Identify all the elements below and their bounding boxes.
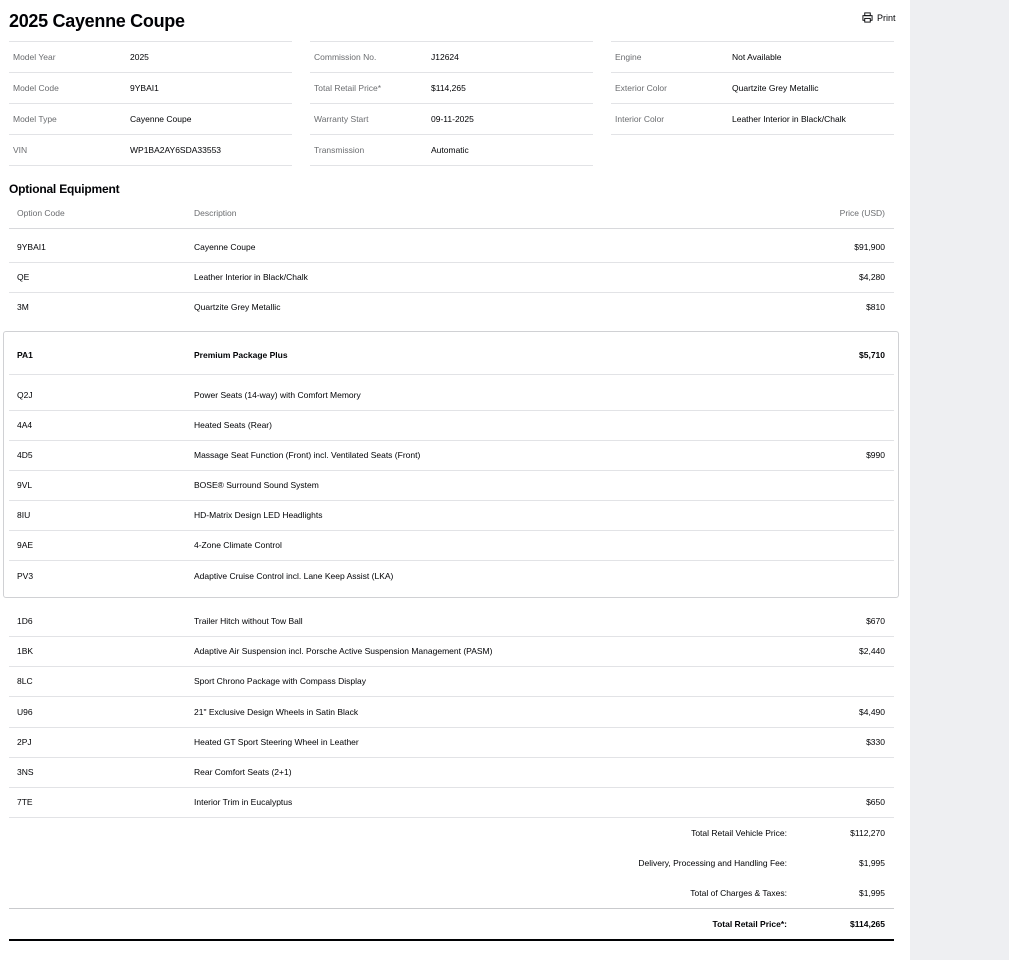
table-row [9,636,894,667]
option-description: Trailer Hitch without Tow Ball [194,616,303,626]
option-price: $91,900 [854,242,885,252]
option-code: 4A4 [17,420,33,430]
info-label: Exterior Color [615,83,667,93]
table-row [9,606,894,637]
info-value: 09-11-2025 [431,114,474,124]
option-code: 8LC [17,676,33,686]
print-label: Print [877,12,896,23]
info-label: Model Year [13,52,56,62]
info-row-commission-no [310,41,593,72]
package-item-row [9,410,894,441]
option-price: $810 [866,302,885,312]
info-value: 2025 [130,52,149,62]
info-label: Transmission [314,145,365,155]
vehicle-info-column-1 [9,41,292,166]
table-row [9,757,894,788]
package-item-row [9,561,894,591]
delivery-fee-row [9,848,894,878]
package-item-row [9,470,894,501]
optional-equipment-heading: Optional Equipment [9,182,120,196]
info-row-model-code [9,72,292,103]
total-value: $114,265 [850,919,885,929]
info-value: WP1BA2AY6SDA33553 [130,145,222,155]
table-row [9,727,894,758]
info-row-model-type [9,103,292,134]
total-label: Total of Charges & Taxes: [690,888,787,898]
option-code: Q2J [17,390,33,400]
option-price: $4,280 [859,272,885,282]
info-value: 9YBAI1 [130,83,159,93]
option-price: $670 [866,616,885,626]
table-row [9,292,894,322]
option-price: $330 [866,737,885,747]
header-price: Price (USD) [839,208,885,218]
option-code: 1BK [17,646,34,656]
option-description: 4-Zone Climate Control [194,540,282,550]
option-code: PV3 [17,571,34,581]
option-description: Massage Seat Function (Front) incl. Ventilated Seats (Front) [194,450,421,460]
info-value: $114,265 [431,83,466,93]
info-row-model-year [9,41,292,72]
grand-total-row [9,909,894,939]
option-description: Quartzite Grey Metallic [194,302,281,312]
header-description: Description [194,208,237,218]
info-value: Not Available [732,52,782,62]
table-row [9,232,894,263]
option-price: $650 [866,797,885,807]
info-row-exterior-color [611,72,894,103]
option-description: 21" Exclusive Design Wheels in Satin Black [194,707,359,717]
info-label: Engine [615,52,642,62]
package-price: $5,710 [859,350,885,360]
info-label: Interior Color [615,114,665,124]
total-label: Delivery, Processing and Handling Fee: [638,858,787,868]
table-row [9,697,894,728]
option-description: Heated Seats (Rear) [194,420,272,430]
option-price: $2,440 [859,646,885,656]
option-description: Cayenne Coupe [194,242,256,252]
info-row-interior-color [611,103,894,135]
info-label: Commission No. [314,52,377,62]
info-value: Leather Interior in Black/Chalk [732,114,846,124]
option-code: 4D5 [17,450,33,460]
option-description: Adaptive Air Suspension incl. Porsche Active Suspension Management (PASM) [194,646,493,656]
option-description: Power Seats (14-way) with Comfort Memory [194,390,361,400]
package-item-row [9,440,894,471]
total-value: $1,995 [859,888,885,898]
option-description: Sport Chrono Package with Compass Display [194,676,366,686]
info-label: Total Retail Price* [314,83,382,93]
option-code: U96 [17,707,33,717]
info-label: Model Code [13,83,59,93]
vehicle-info-column-2 [310,41,593,166]
option-description: Adaptive Cruise Control incl. Lane Keep Assist (LKA) [194,571,394,581]
table-row [9,666,894,697]
equipment-table-header [9,198,894,229]
option-code: 2PJ [17,737,32,747]
total-vehicle-price-row [9,818,894,848]
option-code: 8IU [17,510,31,520]
info-value: Quartzite Grey Metallic [732,83,819,93]
divider [9,939,894,941]
option-code: QE [17,272,30,282]
package-code: PA1 [17,350,33,360]
option-code: 9AE [17,540,34,550]
total-value: $1,995 [859,858,885,868]
option-description: Leather Interior in Black/Chalk [194,272,308,282]
info-row-transmission [310,134,593,166]
option-description: Heated GT Sport Steering Wheel in Leather [194,737,359,747]
option-code: 3NS [17,767,34,777]
table-row [9,787,894,818]
package-item-row [9,530,894,561]
table-row [9,262,894,293]
printer-icon [862,12,873,23]
total-value: $112,270 [850,828,885,838]
option-price: $4,490 [859,707,885,717]
package-item-row [9,380,894,411]
info-row-warranty-start [310,103,593,134]
option-description: HD-Matrix Design LED Headlights [194,510,323,520]
option-code: 9YBAI1 [17,242,46,252]
option-code: 7TE [17,797,33,807]
info-row-vin [9,134,292,166]
info-label: Warranty Start [314,114,369,124]
print-button[interactable] [862,12,896,23]
option-description: Rear Comfort Seats (2+1) [194,767,292,777]
option-description: BOSE® Surround Sound System [194,480,319,490]
total-label: Total Retail Price*: [712,919,787,929]
option-code: 1D6 [17,616,33,626]
info-label: Model Type [13,114,57,124]
option-description: Interior Trim in Eucalyptus [194,797,293,807]
package-item-row [9,500,894,531]
vehicle-info-column-3 [611,41,894,135]
page-title: 2025 Cayenne Coupe [9,11,185,31]
info-row-engine [611,41,894,72]
info-row-total-retail-price [310,72,593,103]
option-code: 9VL [17,480,33,490]
info-value: Cayenne Coupe [130,114,192,124]
header-option-code: Option Code [17,208,65,218]
info-value: Automatic [431,145,469,155]
option-code: 3M [17,302,29,312]
package-description: Premium Package Plus [194,350,288,360]
total-label: Total Retail Vehicle Price: [691,828,787,838]
package-row [9,336,894,375]
charges-taxes-row [9,878,894,908]
option-price: $990 [866,450,885,460]
info-label: VIN [13,145,28,155]
info-value: J12624 [431,52,459,62]
